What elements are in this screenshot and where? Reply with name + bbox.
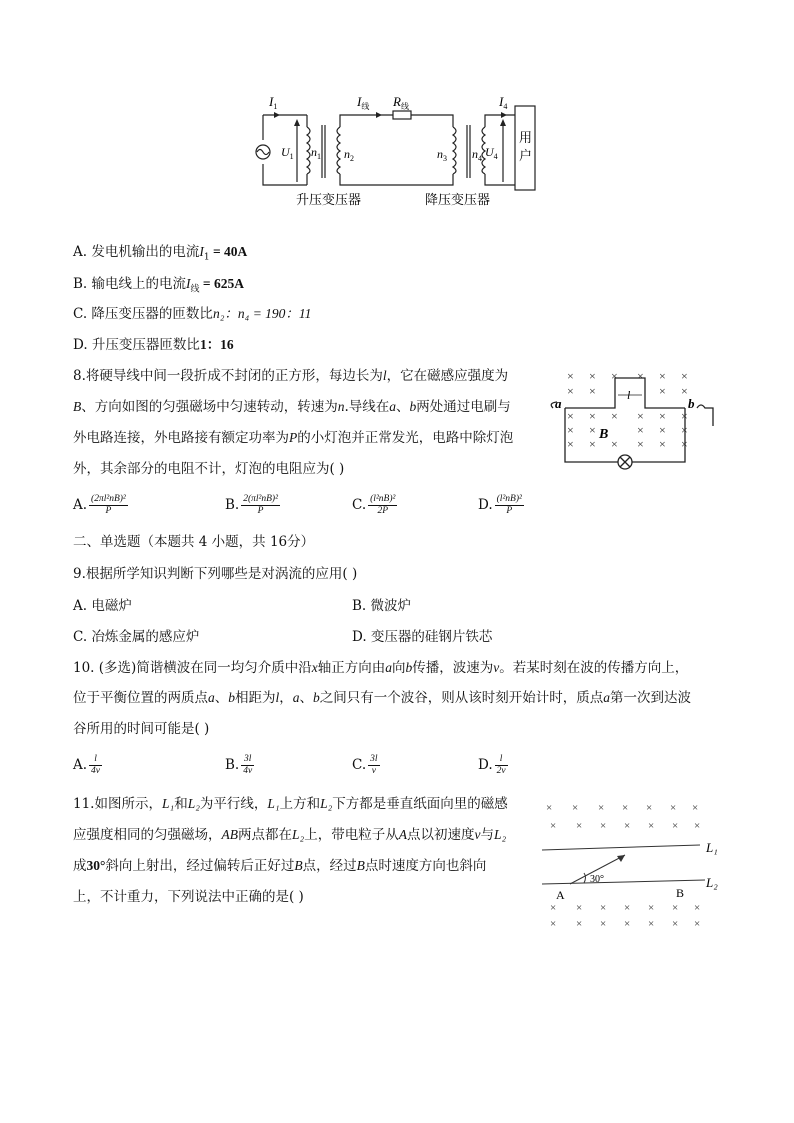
magnetic-field-crosses-lower xyxy=(550,902,700,930)
magnetic-field-crosses xyxy=(567,369,688,451)
section-heading: 二、单选题（本题共 4 小题，共 16分） xyxy=(73,534,315,550)
q11-stem-line1: 11.如图所示，L₁和L₂为平行线，L₁上方和L₂下方都是垂直纸面向里的磁感 xyxy=(73,796,508,812)
svg-text:×: × xyxy=(624,820,631,832)
q9-stem: 9.根据所学知识判断下列哪些是对涡流的应用( ) xyxy=(73,566,358,582)
q10-option-d[interactable]: D. $\frac{l}{2v}$ xyxy=(478,754,506,776)
label-U1: $U_1$ xyxy=(281,145,294,161)
svg-text:×: × xyxy=(600,918,607,930)
transformer-circuit-figure xyxy=(245,92,545,212)
svg-text:×: × xyxy=(694,902,701,914)
svg-text:×: × xyxy=(681,384,688,398)
svg-text:×: × xyxy=(576,820,583,832)
svg-text:×: × xyxy=(646,802,653,814)
svg-text:×: × xyxy=(611,409,618,423)
q9-option-a[interactable]: A. 电磁炉 xyxy=(73,598,132,614)
q8-stem-line3: 外电路连接，外电路接有额定功率为P的小灯泡并正常发光，电路中除灯泡 xyxy=(73,430,514,446)
svg-text:×: × xyxy=(622,802,629,814)
svg-text:×: × xyxy=(694,918,701,930)
parallel-lines-field-figure xyxy=(540,795,730,935)
svg-text:×: × xyxy=(637,423,644,437)
label-R-line: $R_线$ xyxy=(393,94,409,111)
svg-text:×: × xyxy=(670,802,677,814)
label-user-2: 户 xyxy=(519,148,533,163)
q11-stem-line4: 上，不计重力，下列说法中正确的是( ) xyxy=(73,889,304,905)
svg-text:×: × xyxy=(692,802,699,814)
svg-text:×: × xyxy=(567,437,574,451)
svg-text:×: × xyxy=(637,409,644,423)
label-step-up: 升压变压器 xyxy=(296,192,362,207)
svg-text:×: × xyxy=(576,918,583,930)
q7-option-d[interactable]: D. 升压变压器匝数比1：16 xyxy=(73,337,234,353)
q8-option-c[interactable]: C. $\frac{\text{(l²nB)²}}{2P}$ xyxy=(352,494,396,516)
svg-text:×: × xyxy=(659,423,666,437)
q10-option-b[interactable]: B. $\frac{3l}{4v}$ xyxy=(225,754,253,776)
svg-text:×: × xyxy=(681,409,688,423)
svg-text:×: × xyxy=(648,820,655,832)
svg-text:×: × xyxy=(681,423,688,437)
label-n1: $n_1$ xyxy=(311,145,321,161)
label-user-1: 用 xyxy=(519,130,533,145)
label-a: a xyxy=(555,396,562,411)
svg-text:×: × xyxy=(624,918,631,930)
q10-stem-line3: 谷所用的时间可能是( ) xyxy=(73,721,210,737)
q8-option-d[interactable]: D. $\frac{\text{(l²nB)²}}{P}$ xyxy=(478,494,522,516)
rotating-coil-figure xyxy=(545,368,725,476)
label-I4: $I_4$ xyxy=(499,94,508,111)
svg-text:×: × xyxy=(567,409,574,423)
q7-option-a[interactable]: A. 发电机输出的电流$I_1 = 40A$ xyxy=(73,244,248,263)
svg-text:×: × xyxy=(681,437,688,451)
svg-text:×: × xyxy=(637,369,644,383)
label-I-line: $I_线$ xyxy=(357,94,370,111)
svg-text:×: × xyxy=(567,369,574,383)
svg-text:×: × xyxy=(672,902,679,914)
svg-text:×: × xyxy=(572,802,579,814)
svg-text:×: × xyxy=(589,437,596,451)
label-U4: $U_4$ xyxy=(485,145,498,161)
svg-text:×: × xyxy=(659,409,666,423)
label-B: B xyxy=(599,427,609,442)
q10-option-c[interactable]: C. $\frac{3l}{v}$ xyxy=(352,754,378,776)
svg-text:×: × xyxy=(589,409,596,423)
label-L2: L₂ xyxy=(706,875,718,890)
label-n3: $n_3$ xyxy=(437,147,447,163)
svg-text:×: × xyxy=(659,369,666,383)
q8-option-b[interactable]: B. $\frac{\text{2(πl²nB)²}}{P}$ xyxy=(225,494,278,516)
q8-stem-line4: 外，其余部分的电阻不计，灯泡的电阻应为( ) xyxy=(73,461,345,477)
svg-text:×: × xyxy=(576,902,583,914)
svg-text:×: × xyxy=(672,820,679,832)
svg-text:×: × xyxy=(567,384,574,398)
label-l: l xyxy=(627,388,631,402)
svg-text:×: × xyxy=(600,820,607,832)
q10-option-a[interactable]: A. $\frac{l}{4v}$ xyxy=(73,754,101,776)
svg-text:×: × xyxy=(567,423,574,437)
svg-text:×: × xyxy=(648,902,655,914)
svg-text:×: × xyxy=(694,820,701,832)
label-n2: $n_2$ xyxy=(344,147,354,163)
svg-text:×: × xyxy=(546,802,553,814)
svg-text:×: × xyxy=(589,384,596,398)
svg-text:×: × xyxy=(550,820,557,832)
q9-option-b[interactable]: B. 微波炉 xyxy=(352,598,412,614)
q8-stem-line2: B、方向如图的匀强磁场中匀速转动，转速为n.导线在a、b两处通过电刷与 xyxy=(73,399,511,415)
label-step-down: 降压变压器 xyxy=(425,192,491,207)
svg-text:×: × xyxy=(589,369,596,383)
label-A: A xyxy=(556,888,565,902)
svg-text:×: × xyxy=(611,437,618,451)
label-n4: $n_4$ xyxy=(472,147,482,163)
svg-text:×: × xyxy=(589,423,596,437)
svg-text:×: × xyxy=(659,384,666,398)
q10-stem-line2: 位于平衡位置的两质点a、b相距为l，a、b之间只有一个波谷，则从该时刻开始计时，质点a第一次到达波 xyxy=(73,690,692,706)
svg-text:×: × xyxy=(648,918,655,930)
svg-text:×: × xyxy=(550,902,557,914)
label-I1: $I_1$ xyxy=(269,94,278,111)
q11-stem-line2: 应强度相同的匀强磁场，AB两点都在L₂上，带电粒子从A点以初速度v与L₂ xyxy=(73,827,507,843)
q8-option-a[interactable]: A. $\frac{\text{(2πl²nB)²}}{P}$ xyxy=(73,494,126,516)
svg-text:×: × xyxy=(600,902,607,914)
label-b: b xyxy=(688,396,695,411)
q9-option-d[interactable]: D. 变压器的硅钢片铁芯 xyxy=(352,629,493,645)
svg-text:×: × xyxy=(624,902,631,914)
q7-option-c[interactable]: C. 降压变压器的匝数比n₂：n₄ = 190：11 xyxy=(73,306,312,322)
label-angle: 30° xyxy=(590,874,604,885)
q10-stem-line1: 10. (多选)简谐横波在同一均匀介质中沿x轴正方向由a向b传播，波速为v。若某时刻在波的传播方向上， xyxy=(73,660,689,676)
svg-text:×: × xyxy=(659,437,666,451)
q11-stem-line3: 成30°斜向上射出，经过偏转后正好过B点，经过B点时速度方向也斜向 xyxy=(73,858,487,874)
q7-option-b[interactable]: B. 输电线上的电流$I_线 = 625A$ xyxy=(73,276,244,295)
label-L1: L₁ xyxy=(706,840,718,855)
q8-stem-line1: 8.将硬导线中间一段折成不封闭的正方形，每边长为l，它在磁感应强度为 xyxy=(73,368,509,384)
svg-text:×: × xyxy=(598,802,605,814)
svg-text:×: × xyxy=(672,918,679,930)
svg-text:×: × xyxy=(637,437,644,451)
svg-text:×: × xyxy=(550,918,557,930)
svg-text:×: × xyxy=(681,369,688,383)
magnetic-field-crosses-upper xyxy=(546,802,700,832)
svg-text:×: × xyxy=(611,369,618,383)
label-B: B xyxy=(676,886,685,900)
q9-option-c[interactable]: C. 冶炼金属的感应炉 xyxy=(73,629,200,645)
